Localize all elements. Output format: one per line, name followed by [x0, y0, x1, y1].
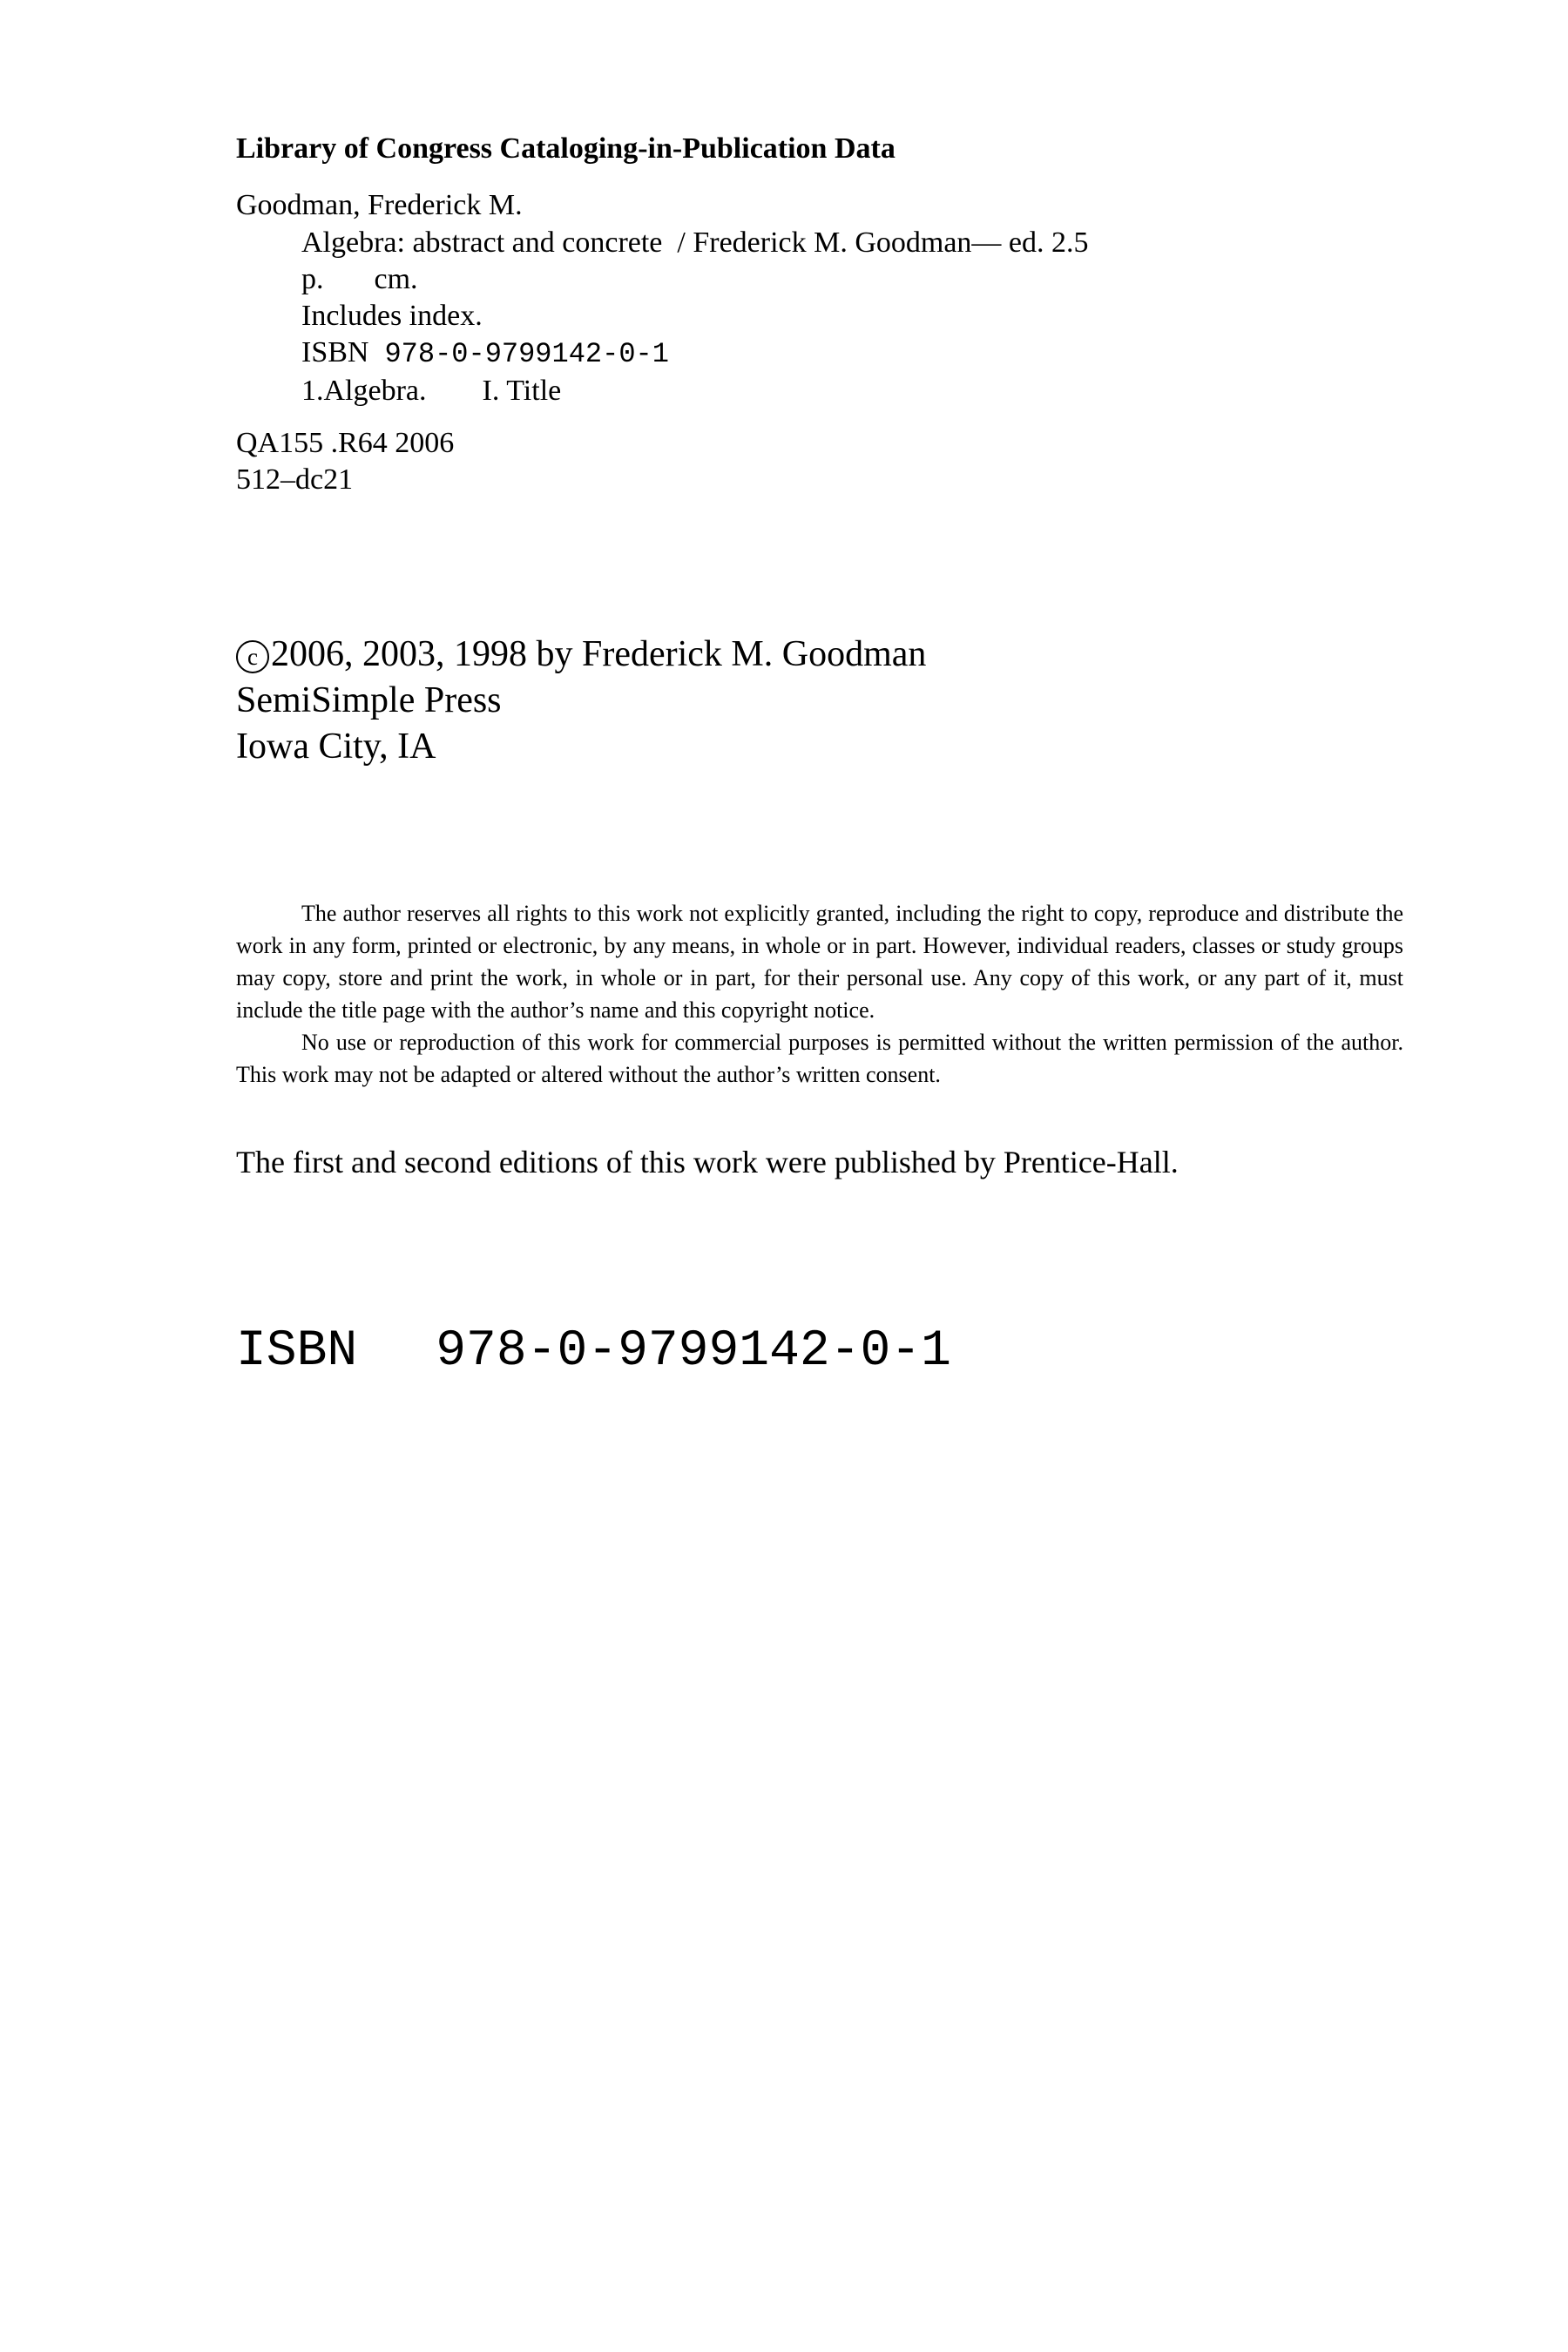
cip-pages-cm: cm. [374, 263, 418, 295]
dewey-number: 512–dc21 [236, 463, 354, 496]
copyright-line [236, 632, 926, 678]
editions-note: The first and second editions of this work were published by Prentice-Hall. [236, 1145, 1179, 1179]
cip-title-entry: I. Title [482, 375, 562, 407]
copyright-icon: c [236, 640, 269, 673]
cip-pages [301, 261, 1089, 298]
cip-pages-p: p. [301, 263, 324, 295]
cip-title-line: Algebra: abstract and concrete / Frederick M. Goodman— ed. 2.5 [301, 226, 1089, 259]
isbn-large-number: 978-0-9799142-0-1 [436, 1323, 951, 1380]
publisher-name: SemiSimple Press [236, 680, 502, 720]
cip-author: Goodman, Frederick M. [236, 189, 523, 221]
rights-paragraph: The author reserves all rights to this work not explicitly granted, including the right to copy, reproduce and distribute the work in any form, printed or electronic, by any means, in whole or in part. However, individual readers, classes or study groups may copy, store and print the work, in whole or in part, for their personal use. Any copy of this work, or any part of it, must include the title page with the author’s name and this copyright notice. [236, 901, 1403, 1023]
copyright-years-owner: 2006, 2003, 1998 by Frederick M. Goodman [271, 634, 927, 674]
cip-isbn [301, 335, 1089, 373]
publisher-location: Iowa City, IA [236, 727, 436, 767]
cip-subject: 1.Algebra. [301, 375, 427, 407]
cip-classification [236, 425, 454, 498]
isbn-large [236, 1322, 951, 1382]
copyright-notice [236, 632, 926, 770]
rights-statement [236, 897, 1403, 1091]
lc-class-number: QA155 .R64 2006 [236, 427, 455, 459]
cip-index-note: Includes index. [301, 300, 483, 332]
cip-subjects [301, 373, 1089, 409]
rights-paragraph: No use or reproduction of this work for commercial purposes is permitted without the written permission of the author. This work may not be adapted or altered without the author’s written consent. [236, 1030, 1403, 1087]
isbn-large-label: ISBN [236, 1323, 358, 1380]
cip-isbn-label: ISBN [301, 336, 369, 368]
cip-heading: Library of Congress Cataloging-in-Publication Data [236, 132, 896, 165]
cip-details [301, 225, 1089, 409]
cip-isbn-number: 978-0-9799142-0-1 [384, 338, 669, 370]
